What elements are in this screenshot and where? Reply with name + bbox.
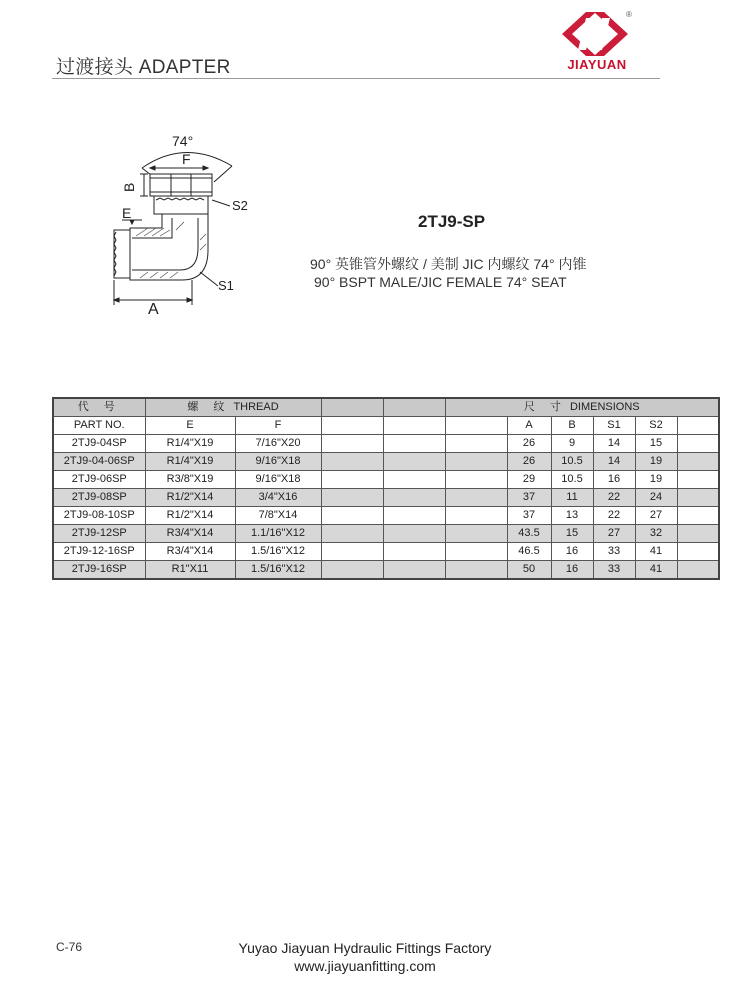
footer-company: Yuyao Jiayuan Hydraulic Fittings Factory [238,940,492,956]
product-code: 2TJ9-SP [418,212,486,231]
col-b: B [551,417,593,435]
col-part-no: PART NO. [53,417,145,435]
cell-e: R1/2"X14 [145,489,235,507]
cell-part: 2TJ9-08SP [53,489,145,507]
cell-f: 9/16"X18 [235,453,321,471]
cell-a: 29 [507,471,551,489]
cell-f: 3/4"X16 [235,489,321,507]
col-s1: S1 [593,417,635,435]
angle-label: 74° [172,133,194,149]
cell-e: R1"X11 [145,561,235,580]
cell-f: 7/16"X20 [235,435,321,453]
dim-f-label: F [182,151,191,167]
dim-a-label: A [148,301,159,315]
cell-s1: 16 [593,471,635,489]
cell-b: 16 [551,543,593,561]
cell-a: 37 [507,489,551,507]
cell-s1: 33 [593,543,635,561]
cell-s2: 41 [635,543,677,561]
cell-e: R1/2"X14 [145,507,235,525]
cell-s1: 33 [593,561,635,580]
product-description-en: 90° BSPT MALE/JIC FEMALE 74° SEAT [314,274,567,290]
group-part: 代 号 [53,398,145,417]
cell-part: 2TJ9-06SP [53,471,145,489]
cell-s1: 22 [593,489,635,507]
dim-s2-label: S2 [232,198,248,213]
cell-a: 50 [507,561,551,580]
table-row [53,453,719,471]
cell-s2: 19 [635,471,677,489]
cell-part: 2TJ9-16SP [53,561,145,580]
dim-e-label: E [122,205,132,221]
col-a: A [507,417,551,435]
cell-b: 10.5 [551,471,593,489]
cell-b: 15 [551,525,593,543]
col-e: E [145,417,235,435]
table-group-header [53,398,719,417]
cell-s2: 19 [635,453,677,471]
table-row [53,561,719,580]
table-row [53,525,719,543]
cell-e: R3/4"X14 [145,525,235,543]
cell-a: 43.5 [507,525,551,543]
cell-part: 2TJ9-12-16SP [53,543,145,561]
table-column-header [53,417,719,435]
col-s2: S2 [635,417,677,435]
cell-s1: 14 [593,435,635,453]
table-row [53,543,719,561]
cell-s2: 27 [635,507,677,525]
cell-f: 1.5/16"X12 [235,561,321,580]
table-row [53,435,719,453]
logo-text: JIAYUAN [567,57,627,72]
cell-s2: 15 [635,435,677,453]
group-dimensions: 尺 寸 DIMENSIONS [445,398,719,417]
cell-s1: 27 [593,525,635,543]
cell-a: 46.5 [507,543,551,561]
cell-s2: 41 [635,561,677,580]
cell-b: 10.5 [551,453,593,471]
page-number: C-76 [56,940,83,954]
cell-s1: 14 [593,453,635,471]
spec-table [52,397,720,580]
cell-part: 2TJ9-04-06SP [53,453,145,471]
cell-f: 1.5/16"X12 [235,543,321,561]
fitting-diagram [100,130,270,315]
cell-s2: 32 [635,525,677,543]
cell-f: 1.1/16"X12 [235,525,321,543]
header-divider [52,78,660,79]
cell-s2: 24 [635,489,677,507]
cell-e: R3/8"X19 [145,471,235,489]
cell-b: 9 [551,435,593,453]
registered-mark: ® [626,10,632,19]
group-thread: 螺 纹 THREAD [145,398,321,417]
table-row [53,507,719,525]
cell-e: R1/4"X19 [145,435,235,453]
cell-b: 13 [551,507,593,525]
cell-f: 7/8"X14 [235,507,321,525]
page-title: 过渡接头 ADAPTER [56,57,231,78]
cell-f: 9/16"X18 [235,471,321,489]
cell-b: 16 [551,561,593,580]
cell-s1: 22 [593,507,635,525]
product-description-zh: 90° 英锥管外螺纹 / 美制 JIC 内螺纹 74° 内锥 [310,256,587,272]
cell-e: R1/4"X19 [145,453,235,471]
cell-a: 26 [507,435,551,453]
col-f: F [235,417,321,435]
cell-part: 2TJ9-04SP [53,435,145,453]
cell-a: 26 [507,453,551,471]
cell-part: 2TJ9-08-10SP [53,507,145,525]
footer-website: www.jiayuanfitting.com [294,958,436,974]
cell-e: R3/4"X14 [145,543,235,561]
dim-s1-label: S1 [218,278,234,293]
table-row [53,489,719,507]
cell-a: 37 [507,507,551,525]
table-row [53,471,719,489]
cell-part: 2TJ9-12SP [53,525,145,543]
cell-b: 11 [551,489,593,507]
dim-b-label: B [121,182,137,192]
